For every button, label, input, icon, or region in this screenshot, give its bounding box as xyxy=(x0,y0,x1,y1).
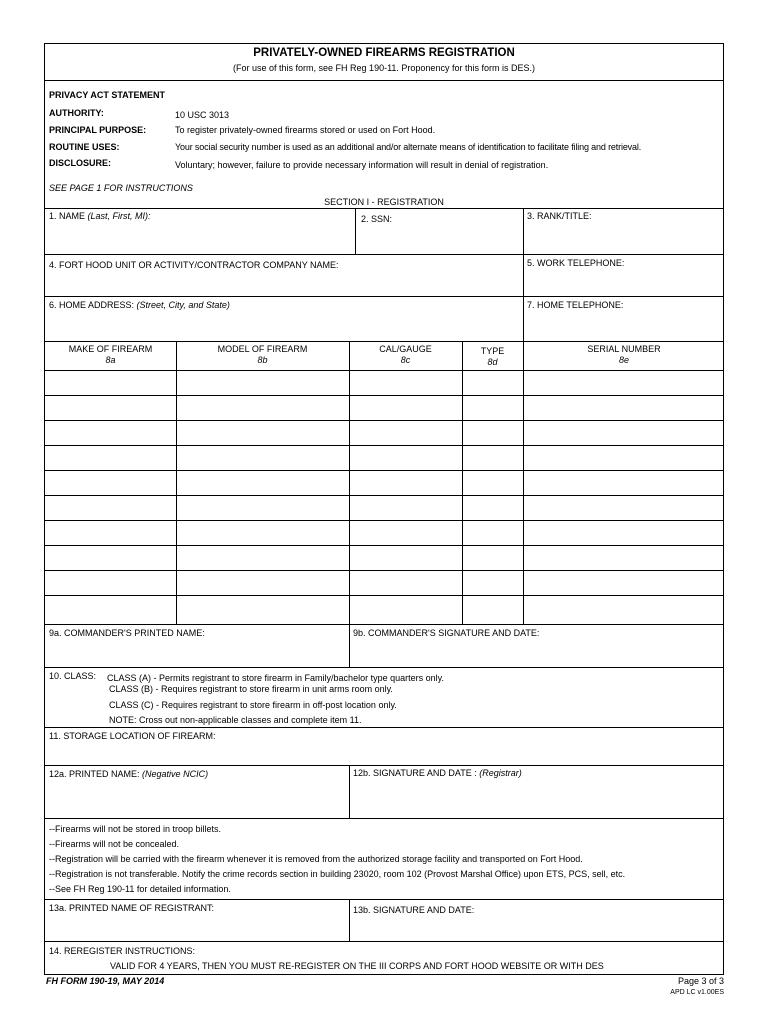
firearm-entry-row[interactable] xyxy=(45,570,723,595)
form-id: FH FORM 190-19, MAY 2014 xyxy=(46,976,165,986)
col-type-header: TYPE 8d xyxy=(480,346,505,367)
disclosure-value: Voluntary; however, failure to provide necessary information will result in denial of registration. xyxy=(175,160,549,170)
address-row xyxy=(45,296,723,341)
purpose-value: To register privately-owned firearms stored or used on Fort Hood. xyxy=(175,125,436,135)
firearm-entry-row[interactable] xyxy=(45,370,723,395)
instructions-note: SEE PAGE 1 FOR INSTRUCTIONS xyxy=(49,183,193,193)
firearm-entry-row[interactable] xyxy=(45,395,723,420)
firearms-table xyxy=(45,341,723,624)
rules-block xyxy=(45,818,723,899)
registrar-name-label: 12a. PRINTED NAME: (Negative NCIC) xyxy=(49,769,209,779)
storage-label: 11. STORAGE LOCATION OF FIREARM: xyxy=(49,731,216,741)
authority-label: AUTHORITY: xyxy=(49,108,104,118)
class-c-text: CLASS (C) - Requires registrant to store firearm in off-post location only. xyxy=(109,700,397,710)
firearm-entry-row[interactable] xyxy=(45,420,723,445)
form-title: PRIVATELY-OWNED FIREARMS REGISTRATION xyxy=(253,47,515,59)
home-address-label: 6. HOME ADDRESS: (Street, City, and State) xyxy=(49,300,230,310)
firearm-entry-row[interactable] xyxy=(45,545,723,570)
name-label: 1. NAME (Last, First, MI): xyxy=(49,211,151,221)
reregister-label: 14. REREGISTER INSTRUCTIONS: xyxy=(49,946,196,956)
rank-label: 3. RANK/TITLE: xyxy=(527,211,592,221)
disclosure-label: DISCLOSURE: xyxy=(49,158,112,168)
class-a-text: CLASS (A) - Permits registrant to store firearm in Family/bachelor type quarters only. xyxy=(107,673,444,683)
col-make-header: MAKE OF FIREARM 8a xyxy=(68,344,153,365)
unit-row xyxy=(45,254,723,296)
storage-row xyxy=(45,727,723,765)
page-number: Page 3 of 3 xyxy=(677,976,724,986)
registrant-name-label: 13a. PRINTED NAME OF REGISTRANT: xyxy=(49,903,215,913)
registrant-signature-label: 13b. SIGNATURE AND DATE: xyxy=(353,905,475,915)
unit-label: 4. FORT HOOD UNIT OR ACTIVITY/CONTRACTOR COMPANY NAME: xyxy=(49,260,339,270)
section-heading: SECTION I - REGISTRATION xyxy=(324,197,444,207)
reregister-row xyxy=(45,941,723,976)
firearm-entry-row[interactable] xyxy=(45,520,723,545)
rule-item: --Registration will be carried with the firearm whenever it is removed from the authorized storage facility and transported on Fort Hood. xyxy=(49,854,583,864)
firearm-entry-row[interactable] xyxy=(45,445,723,470)
class-b-text: CLASS (B) - Requires registrant to store firearm in unit arms room only. xyxy=(109,684,393,694)
form-subtitle: (For use of this form, see FH Reg 190-11. Proponency for this form is DES.) xyxy=(233,63,535,73)
commander-name-label: 9a. COMMANDER'S PRINTED NAME: xyxy=(49,628,205,638)
version-tag: APD LC v1.00ES xyxy=(670,989,724,996)
firearm-entry-row[interactable] xyxy=(45,595,723,625)
work-phone-label: 5. WORK TELEPHONE: xyxy=(527,258,625,268)
firearm-entry-row[interactable] xyxy=(45,495,723,520)
rule-item: --See FH Reg 190-11 for detailed information. xyxy=(49,884,231,894)
rule-item: --Firearms will not be stored in troop billets. xyxy=(49,824,222,834)
home-phone-label: 7. HOME TELEPHONE: xyxy=(527,300,624,310)
class-row xyxy=(45,667,723,727)
purpose-label: PRINCIPAL PURPOSE: xyxy=(49,125,147,135)
rule-item: --Registration is not transferable. Notify the crime records section in building 23020, room 102 (Provost Marshal Office) upon ETS, PCS, sell, etc. xyxy=(49,869,626,879)
col-serial-header: SERIAL NUMBER 8e xyxy=(587,344,661,365)
commander-row xyxy=(45,624,723,667)
firearm-entry-row[interactable] xyxy=(45,470,723,495)
routine-uses-label: ROUTINE USES: xyxy=(49,142,120,152)
routine-uses-value: Your social security number is used as an additional and/or alternate means of identification to facilitate filing and retrieval. xyxy=(175,142,642,152)
commander-signature-label: 9b. COMMANDER'S SIGNATURE AND DATE: xyxy=(353,628,540,638)
rule-item: --Firearms will not be concealed. xyxy=(49,839,180,849)
ssn-label: 2. SSN: xyxy=(361,214,393,224)
registrar-row xyxy=(45,765,723,818)
class-note: NOTE: Cross out non-applicable classes and complete item 11. xyxy=(109,715,362,725)
privacy-act-block xyxy=(45,80,723,221)
col-model-header: MODEL OF FIREARM 8b xyxy=(217,344,308,365)
class-label: 10. CLASS: xyxy=(49,671,97,681)
registrant-row xyxy=(45,899,723,941)
registration-form xyxy=(44,43,724,975)
registrar-signature-label: 12b. SIGNATURE AND DATE : (Registrar) xyxy=(353,768,522,778)
authority-value: 10 USC 3013 xyxy=(175,110,230,120)
name-row xyxy=(45,208,723,254)
privacy-heading: PRIVACY ACT STATEMENT xyxy=(49,90,166,100)
reregister-text: VALID FOR 4 YEARS, THEN YOU MUST RE-REGISTER ON THE III CORPS AND FORT HOOD WEBSITE OR WITH DES xyxy=(110,961,604,971)
col-caliber-header: CAL/GAUGE 8c xyxy=(379,344,432,365)
